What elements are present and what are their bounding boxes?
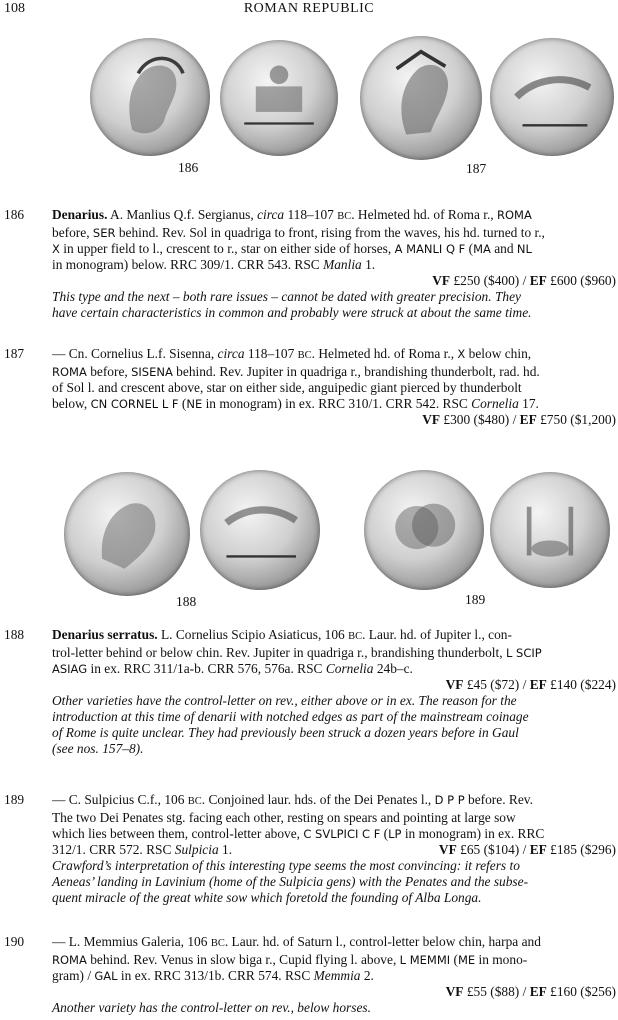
note-line: Other varieties have the control-letter on rev., either above or in ex. The reason for the — [52, 693, 517, 708]
price-line — [52, 984, 616, 1000]
legend-text: SER — [92, 226, 116, 240]
entry-commentary — [52, 1000, 616, 1016]
legend-text: L SCIP — [505, 646, 542, 660]
legend-text: SISENA — [131, 365, 173, 379]
text-run: ( — [465, 241, 474, 256]
text-run: 17. — [518, 396, 539, 411]
entry-description — [52, 207, 616, 273]
text-run: . Helmeted hd. of Roma r., — [351, 207, 497, 222]
text-run: VF — [445, 984, 464, 999]
figure-caption-186: 186 — [178, 160, 199, 175]
entry-number: 189 — [4, 792, 25, 807]
legend-text: X — [52, 242, 60, 256]
text-run: . Laur. hd. of Saturn l., control-letter below chin, harpa and — [224, 934, 541, 949]
text-run: . Conjoined laur. hds. of the Dei Penates l., — [201, 792, 435, 807]
text-run: VF — [445, 677, 464, 692]
text-run: below, — [52, 396, 91, 411]
text-line — [52, 810, 616, 826]
legend-text: A MANLI Q F — [394, 242, 466, 256]
price-line — [52, 273, 616, 289]
text-line — [52, 826, 616, 842]
text-line — [52, 257, 616, 273]
text-run: below chin, — [465, 346, 532, 361]
text-run: of Sol l. and crescent above, star on either side, anguipedic giant pierced by thunderbolt — [52, 380, 522, 395]
entry-description — [52, 934, 616, 984]
text-run: circa — [217, 346, 245, 361]
text-line — [52, 792, 616, 810]
text-line — [52, 346, 616, 364]
text-line — [52, 207, 616, 225]
text-run: and — [490, 241, 517, 256]
note-line: of Rome is quite unclear. They had previously been struck a dozen years before in Gaul — [52, 725, 519, 740]
entry-body — [52, 207, 616, 321]
text-line — [52, 380, 616, 396]
text-run: trol-letter behind or below chin. Rev. Jupiter in quadriga r., brandishing thunderbolt, — [52, 645, 506, 660]
text-run: Cornelia — [471, 396, 519, 411]
entry-body — [52, 792, 616, 906]
note-line: (see nos. 157–8). — [52, 741, 144, 756]
text-line — [52, 968, 616, 984]
legend-text: D P P — [434, 793, 465, 807]
figure-caption-189: 189 — [465, 592, 486, 607]
text-run: Denarius. — [52, 207, 108, 222]
text-line — [52, 627, 616, 645]
legend-text: NL — [516, 242, 532, 256]
running-title: ROMAN REPUBLIC — [243, 1, 375, 16]
text-run: 118–107 — [244, 346, 298, 361]
text-run: £160 ($256) — [546, 984, 616, 999]
text-run: in mono- — [475, 952, 528, 967]
text-run: 2. — [360, 968, 374, 983]
coin-187-obverse — [360, 36, 482, 160]
entry-number: 188 — [4, 627, 25, 642]
text-run: Manlia — [323, 257, 362, 272]
legend-text: X — [457, 347, 466, 361]
entry-commentary — [52, 693, 616, 757]
entry-number: 190 — [4, 934, 25, 949]
text-run: before, — [52, 225, 93, 240]
note-line: This type and the next – both rare issues – cannot be dated with greater precision. They — [52, 289, 521, 304]
text-run: behind. Rev. Sol in quadriga to front, rising from the waves, his hd. turned to r., — [115, 225, 545, 240]
legend-text: MA — [473, 242, 491, 256]
text-run: Cornelia — [325, 661, 374, 676]
text-run: 118–107 — [284, 207, 338, 222]
legend-text: ROMA — [497, 208, 532, 222]
text-run: in ex. RRC 313/1b. CRR 574. RSC — [117, 968, 314, 983]
price-line — [52, 412, 616, 428]
text-line — [52, 225, 616, 241]
text-run: Memmia — [313, 968, 361, 983]
text-run: ( — [380, 826, 389, 841]
text-run: Sulpicia — [174, 842, 219, 857]
text-run: 1. — [361, 257, 376, 272]
coin-186-obverse — [90, 38, 210, 156]
entry-description — [52, 627, 616, 677]
legend-text: NE — [186, 397, 203, 411]
text-run: BC — [337, 211, 352, 222]
entry-commentary — [52, 858, 616, 906]
text-run: A. Manlius Q.f. Sergianus, — [107, 207, 258, 222]
coin-189-reverse — [490, 472, 610, 588]
text-run: behind. Rev. Jupiter in quadriga r., brandishing thunderbolt, rad. hd. — [172, 364, 540, 379]
text-run: L. Cornelius Scipio Asiaticus, 106 — [157, 627, 349, 642]
text-run: — Cn. Cornelius L.f. Sisenna, — [52, 346, 218, 361]
text-run: in monogram) in ex. RRC — [401, 826, 545, 841]
page-number: 108 — [4, 1, 25, 16]
note-line: introduction at this time of denarii with notched edges as part of the mainstream coinage — [52, 709, 529, 724]
text-run: £185 ($296) — [546, 842, 616, 857]
entry-description — [52, 792, 616, 858]
page-header — [0, 0, 618, 18]
text-run: £45 ($72) / — [463, 677, 530, 692]
text-run: £750 ($1,200) — [536, 412, 616, 427]
text-run: circa — [257, 207, 285, 222]
text-run: BC — [348, 631, 363, 642]
legend-text: L MEMMI — [399, 953, 451, 967]
entry-body — [52, 934, 616, 1016]
text-line — [52, 842, 616, 858]
text-run: £250 ($400) / — [450, 273, 530, 288]
text-run: — L. Memmius Galeria, 106 — [52, 934, 211, 949]
legend-text: C SVLPICI C F — [303, 827, 381, 841]
text-run: gram) / — [52, 968, 95, 983]
coin-189-obverse — [364, 470, 484, 590]
figure-caption-187: 187 — [466, 161, 487, 176]
text-run: in monogram) in ex. RRC 310/1. CRR 542. RSC — [202, 396, 472, 411]
coin-plate-top — [0, 30, 618, 180]
text-run: EF — [529, 273, 547, 288]
note-line: Crawford’s interpretation of this interesting type seems the most convincing: it refers to — [52, 858, 520, 873]
note-line: Another variety has the control-letter on rev., below horses. — [52, 1000, 371, 1015]
text-run: . Laur. hd. of Jupiter l., con- — [362, 627, 512, 642]
text-run: The two Dei Penates stg. facing each other, resting on spears and pointing at large sow — [52, 810, 516, 825]
text-line — [52, 241, 616, 257]
text-run: 312/1. CRR 572. RSC — [52, 842, 175, 857]
text-run: ( — [178, 396, 187, 411]
note-line: quent miracle of the great white sow which foretold the founding of Alba Longa. — [52, 890, 482, 905]
text-run: in ex. RRC 311/1a-b. CRR 576, 576a. RSC — [87, 661, 326, 676]
coin-187-reverse — [490, 38, 614, 156]
coin-plate-bottom — [0, 462, 618, 612]
text-run: — C. Sulpicius C.f., 106 — [52, 792, 188, 807]
text-run: ( — [450, 952, 458, 967]
entry-description — [52, 346, 616, 412]
text-run: £600 ($960) — [546, 273, 616, 288]
legend-text: ASIAG — [52, 662, 88, 676]
text-line — [52, 952, 616, 968]
coin-188-reverse — [200, 470, 320, 590]
note-line: Aeneas’ landing in Lavinium (home of the Sulpicia gens) with the Penates and the subse- — [52, 874, 529, 889]
text-run: BC — [297, 350, 312, 361]
text-run: VF — [422, 412, 441, 427]
legend-text: LP — [388, 827, 402, 841]
legend-text: ROMA — [52, 365, 87, 379]
entry-number: 186 — [4, 207, 25, 222]
text-run: BC — [210, 938, 225, 949]
text-run: Denarius serratus. — [52, 627, 158, 642]
text-line — [52, 396, 616, 412]
text-line — [52, 364, 616, 380]
text-run: BC — [187, 796, 202, 807]
price-line — [52, 677, 616, 693]
text-run: £140 ($224) — [546, 677, 616, 692]
text-line — [52, 934, 616, 952]
price-line — [439, 842, 616, 858]
text-run: behind. Rev. Venus in slow biga r., Cupid flying l. above, — [86, 952, 400, 967]
coin-186-reverse — [220, 40, 338, 156]
text-run: before. Rev. — [464, 792, 533, 807]
text-run: . Helmeted hd. of Roma r., — [311, 346, 458, 361]
text-run: 24b–c. — [373, 661, 413, 676]
legend-text: ME — [457, 953, 476, 967]
coin-188-obverse — [64, 472, 190, 596]
figure-caption-188: 188 — [176, 594, 197, 609]
entry-body — [52, 346, 616, 428]
text-run: EF — [529, 984, 547, 999]
entry-commentary — [52, 289, 616, 321]
text-run: £55 ($88) / — [463, 984, 530, 999]
text-run: VF — [438, 842, 457, 857]
text-run: in monogram) below. RRC 309/1. CRR 543. RSC — [52, 257, 324, 272]
legend-text: ROMA — [52, 953, 87, 967]
legend-text: GAL — [94, 969, 118, 983]
text-run: before, — [86, 364, 132, 379]
text-run: £65 ($104) / — [456, 842, 530, 857]
text-run: in upper field to l., crescent to r., star on either side of horses, — [59, 241, 395, 256]
text-run: EF — [529, 842, 547, 857]
text-line — [52, 661, 616, 677]
text-run: EF — [529, 677, 547, 692]
text-run: which lies between them, control-letter above, — [52, 826, 304, 841]
text-run: £300 ($480) / — [440, 412, 520, 427]
legend-text: CN CORNEL L F — [90, 397, 179, 411]
text-run: VF — [432, 273, 451, 288]
text-run: 1. — [218, 842, 233, 857]
text-line — [52, 645, 616, 661]
entry-number: 187 — [4, 346, 25, 361]
entry-body — [52, 627, 616, 757]
text-run: EF — [519, 412, 537, 427]
note-line: have certain characteristics in common and probably were struck at about the same time. — [52, 305, 532, 320]
